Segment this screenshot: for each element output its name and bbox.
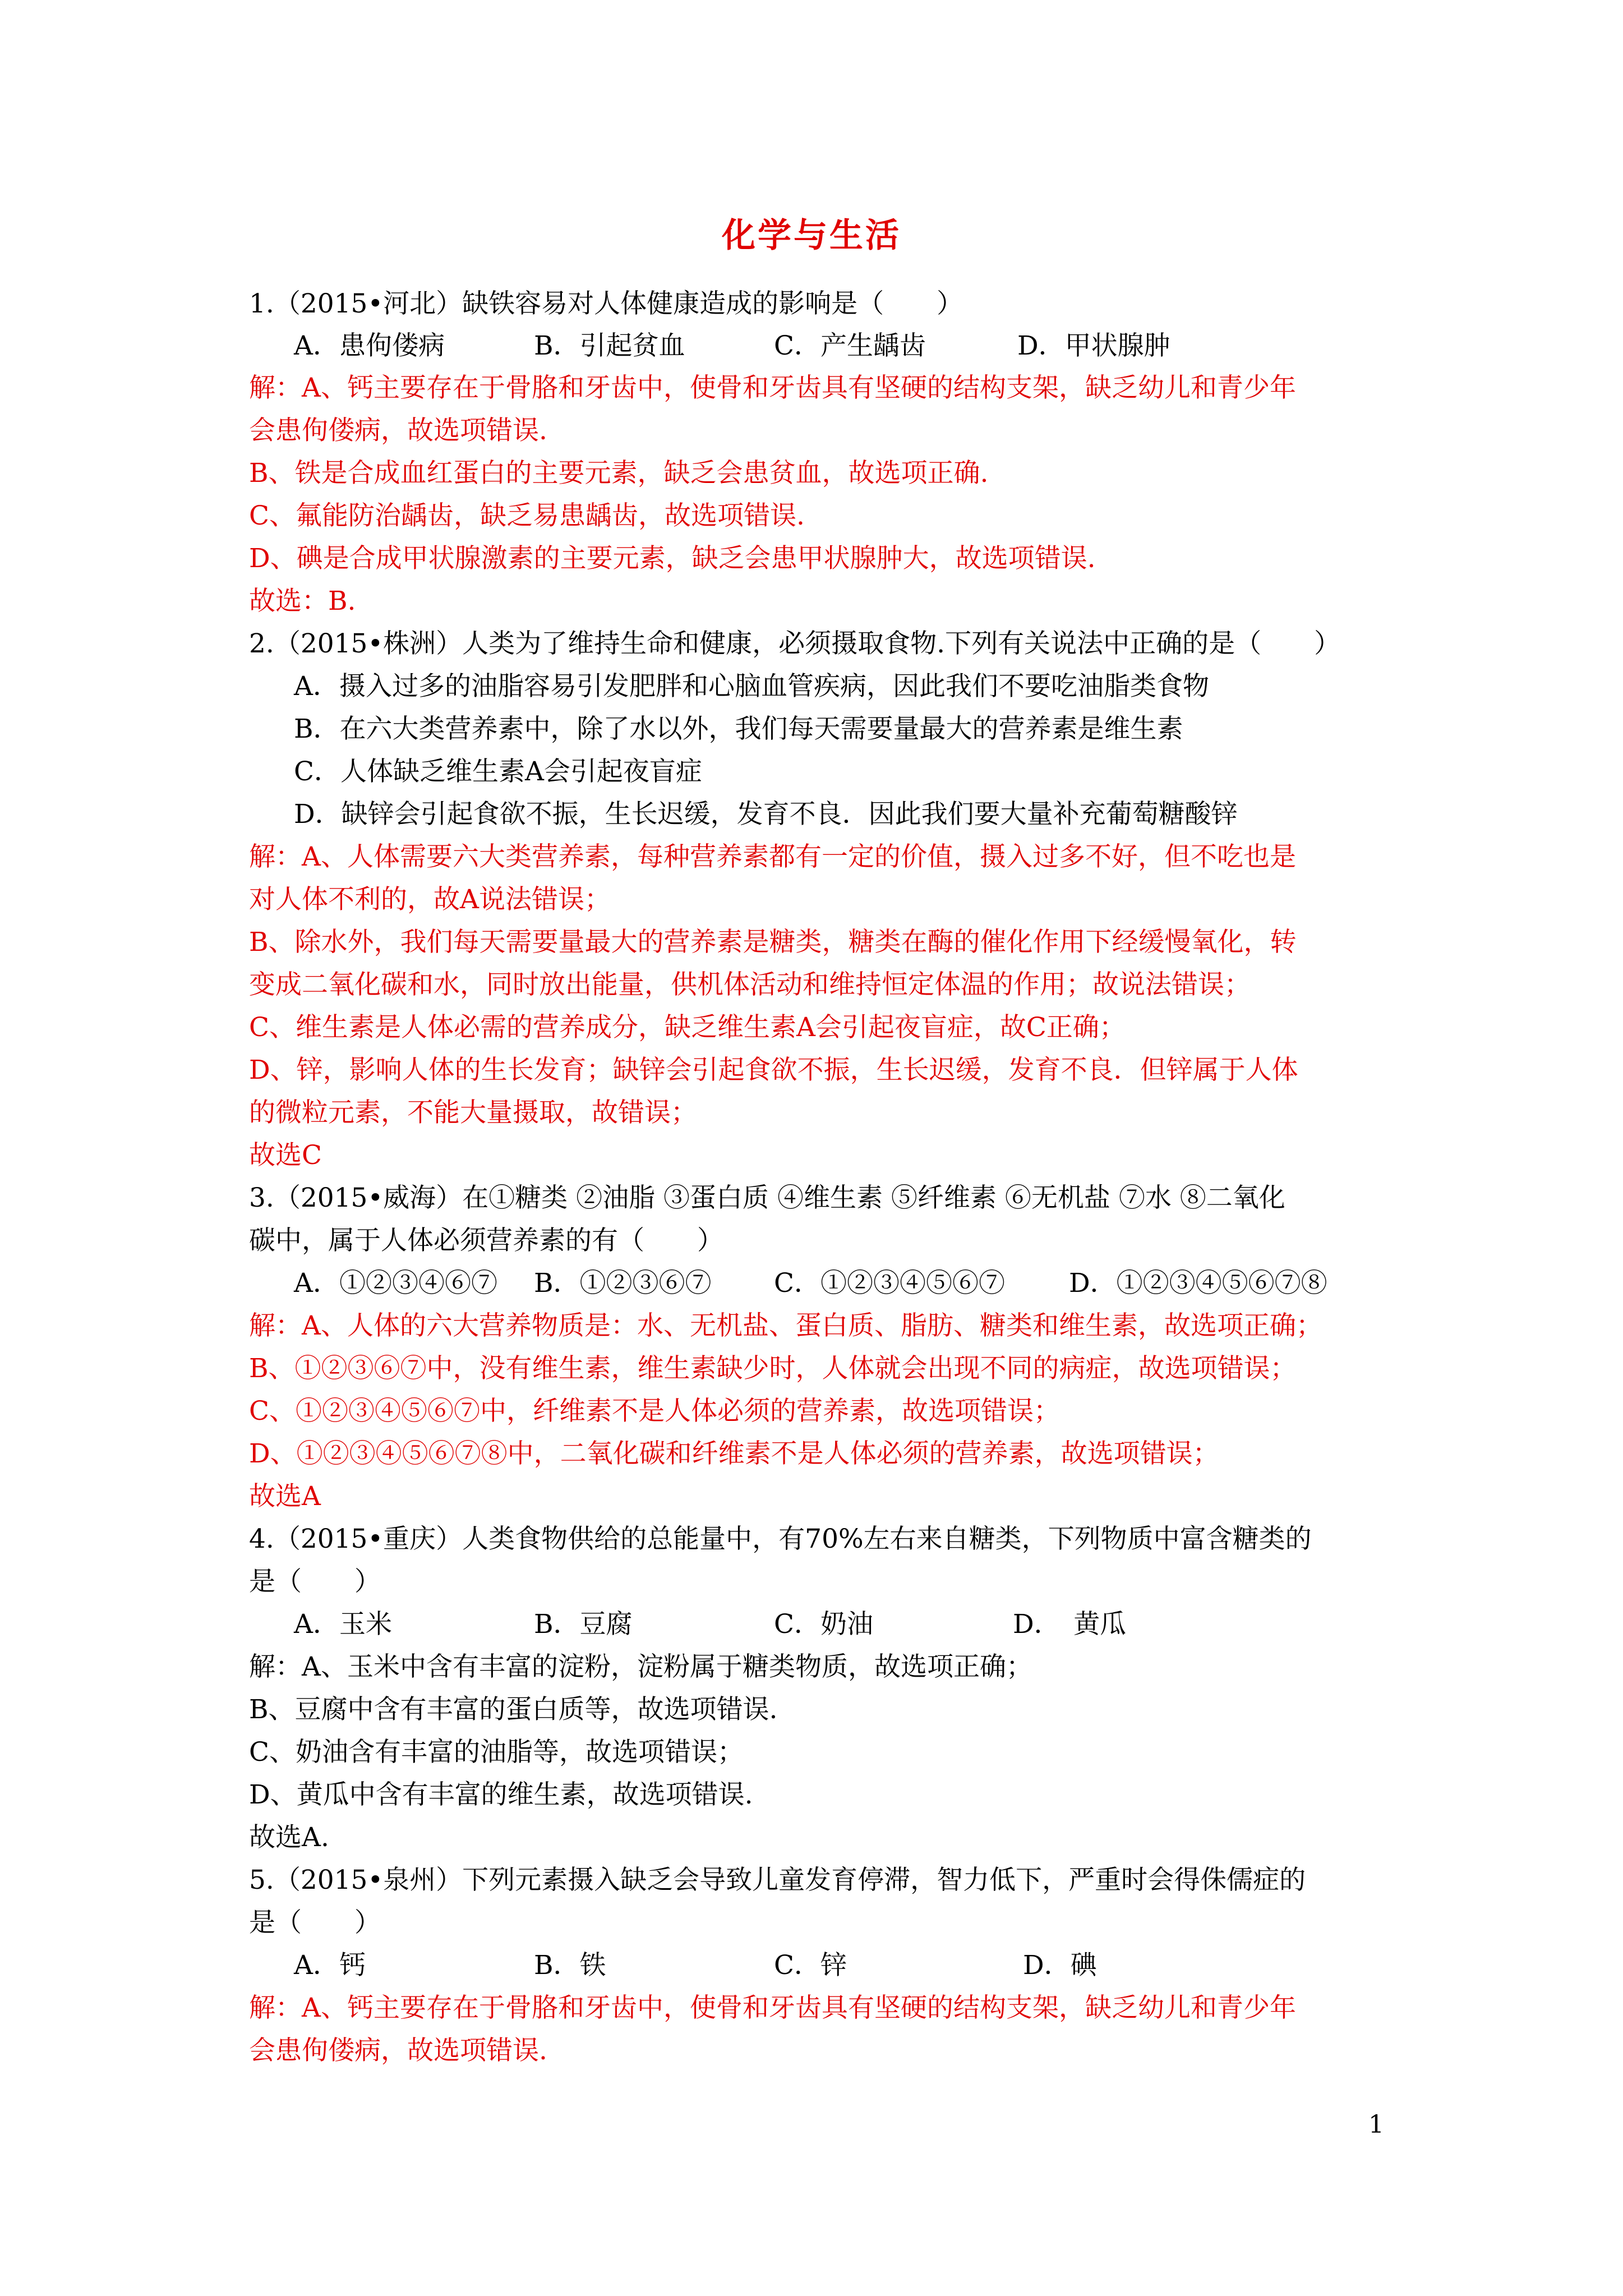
q1-stem: 1.（2015•河北）缺铁容易对人体健康造成的影响是（ ） bbox=[249, 288, 963, 319]
q2-stem: 2.（2015•株洲）人类为了维持生命和健康，必须摄取食物.下列有关说法中正确的是（ ） bbox=[249, 628, 1341, 659]
q3-solution-line: D、①②③④⑤⑥⑦⑧中，二氧化碳和纤维素不是人体必须的营养素，故选项错误； bbox=[249, 1438, 1219, 1469]
q2-solution-line: 解：A、人体需要六大类营养素，每种营养素都有一定的价值，摄入过多不好，但不吃也是 bbox=[249, 841, 1296, 872]
q1-solution-line: 解：A、钙主要存在于骨胳和牙齿中，使骨和牙齿具有坚硬的结构支架，缺乏幼儿和青少年 bbox=[249, 372, 1296, 403]
q5-option-d: D．碘 bbox=[1023, 1950, 1097, 1981]
q1-option-b: B．引起贫血 bbox=[534, 330, 685, 361]
q3-option-d: D．①②③④⑤⑥⑦⑧ bbox=[1069, 1268, 1327, 1299]
q4-option-c: C．奶油 bbox=[774, 1609, 873, 1640]
page-title: 化学与生活 bbox=[722, 216, 901, 255]
q4-stem: 4.（2015•重庆）人类食物供给的总能量中，有70%左右来自糖类，下列物质中富含糖类的 bbox=[249, 1524, 1312, 1554]
q1-solution-line: 会患佝偻病，故选项错误. bbox=[249, 415, 547, 446]
q2-solution-line: B、除水外，我们每天需要量最大的营养素是糖类，糖类在酶的催化作用下经缓慢氧化，转 bbox=[249, 927, 1297, 958]
q5-option-c: C．锌 bbox=[774, 1950, 847, 1981]
q2-solution-line: C、维生素是人体必需的营养成分，缺乏维生素A会引起夜盲症，故C正确； bbox=[249, 1012, 1126, 1043]
q2-answer: 故选C bbox=[249, 1140, 322, 1171]
q4-answer: 故选A. bbox=[249, 1822, 329, 1853]
q3-stem: 3.（2015•威海）在①糖类 ②油脂 ③蛋白质 ④维生素 ⑤纤维素 ⑥无机盐 ⑦水 ⑧二氧化 bbox=[249, 1182, 1285, 1213]
q2-option-b: B．在六大类营养素中，除了水以外，我们每天需要量最大的营养素是维生素 bbox=[294, 714, 1183, 744]
q3-solution-line: 解：A、人体的六大营养物质是：水、无机盐、蛋白质、脂肪、糖类和维生素，故选项正确； bbox=[249, 1310, 1322, 1341]
q4-stem: 是（ ） bbox=[249, 1566, 381, 1597]
q1-solution-line: D、碘是合成甲状腺激素的主要元素，缺乏会患甲状腺肿大，故选项错误. bbox=[249, 543, 1096, 574]
q3-stem: 碳中，属于人体必须营养素的有（ ） bbox=[249, 1225, 723, 1256]
q5-solution-line: 解：A、钙主要存在于骨胳和牙齿中，使骨和牙齿具有坚硬的结构支架，缺乏幼儿和青少年 bbox=[249, 1993, 1296, 2023]
q3-solution-line: C、①②③④⑤⑥⑦中，纤维素不是人体必须的营养素，故选项错误； bbox=[249, 1396, 1060, 1427]
q2-solution-line: 对人体不利的，故A说法错误； bbox=[249, 884, 611, 915]
q3-solution-line: B、①②③⑥⑦中，没有维生素，维生素缺少时，人体就会出现不同的病症，故选项错误； bbox=[249, 1353, 1297, 1384]
q4-solution-line: C、奶油含有丰富的油脂等，故选项错误； bbox=[249, 1737, 744, 1768]
q2-option-d: D．缺锌会引起食欲不振，生长迟缓，发育不良．因此我们要大量补充葡萄糖酸锌 bbox=[294, 799, 1238, 830]
q1-answer: 故选：B. bbox=[249, 586, 356, 616]
q5-solution-line: 会患佝偻病，故选项错误. bbox=[249, 2035, 547, 2066]
q1-option-a: A．患佝偻病 bbox=[294, 330, 445, 361]
q1-solution-line: C、氟能防治龋齿，缺乏易患龋齿，故选项错误. bbox=[249, 500, 805, 531]
q4-solution-line: D、黄瓜中含有丰富的维生素，故选项错误. bbox=[249, 1779, 753, 1810]
q2-solution-line: 的微粒元素，不能大量摄取，故错误； bbox=[249, 1097, 697, 1128]
q4-solution-line: B、豆腐中含有丰富的蛋白质等，故选项错误. bbox=[249, 1694, 778, 1725]
q3-option-c: C．①②③④⑤⑥⑦ bbox=[774, 1268, 1005, 1299]
q1-option-d: D．甲状腺肿 bbox=[1017, 330, 1170, 361]
q2-option-a: A．摄入过多的油脂容易引发肥胖和心脑血管疾病，因此我们不要吃油脂类食物 bbox=[294, 671, 1209, 702]
q2-option-c: C．人体缺乏维生素A会引起夜盲症 bbox=[294, 756, 702, 787]
q4-option-a: A．玉米 bbox=[294, 1609, 392, 1640]
q4-option-d: D． 黄瓜 bbox=[1013, 1609, 1127, 1640]
q3-option-b: B．①②③⑥⑦ bbox=[534, 1268, 712, 1299]
q2-solution-line: 变成二氧化碳和水，同时放出能量，供机体活动和维持恒定体温的作用；故说法错误； bbox=[249, 969, 1251, 1000]
q3-option-a: A．①②③④⑥⑦ bbox=[294, 1268, 497, 1299]
q4-solution-line: 解：A、玉米中含有丰富的淀粉，淀粉属于糖类物质，故选项正确； bbox=[249, 1651, 1032, 1682]
q4-option-b: B．豆腐 bbox=[534, 1609, 633, 1640]
q5-option-b: B．铁 bbox=[534, 1950, 606, 1981]
q5-stem: 是（ ） bbox=[249, 1907, 381, 1938]
q5-stem: 5.（2015•泉州）下列元素摄入缺乏会导致儿童发育停滞，智力低下，严重时会得侏儒症的 bbox=[249, 1865, 1306, 1895]
q3-answer: 故选A bbox=[249, 1481, 321, 1512]
q2-solution-line: D、锌，影响人体的生长发育；缺锌会引起食欲不振，生长迟缓，发育不良．但锌属于人体 bbox=[249, 1055, 1298, 1085]
q5-option-a: A．钙 bbox=[294, 1950, 366, 1981]
page-number: 1 bbox=[1368, 2110, 1384, 2139]
q1-option-c: C．产生龋齿 bbox=[774, 330, 926, 361]
q1-solution-line: B、铁是合成血红蛋白的主要元素，缺乏会患贫血，故选项正确. bbox=[249, 458, 989, 489]
